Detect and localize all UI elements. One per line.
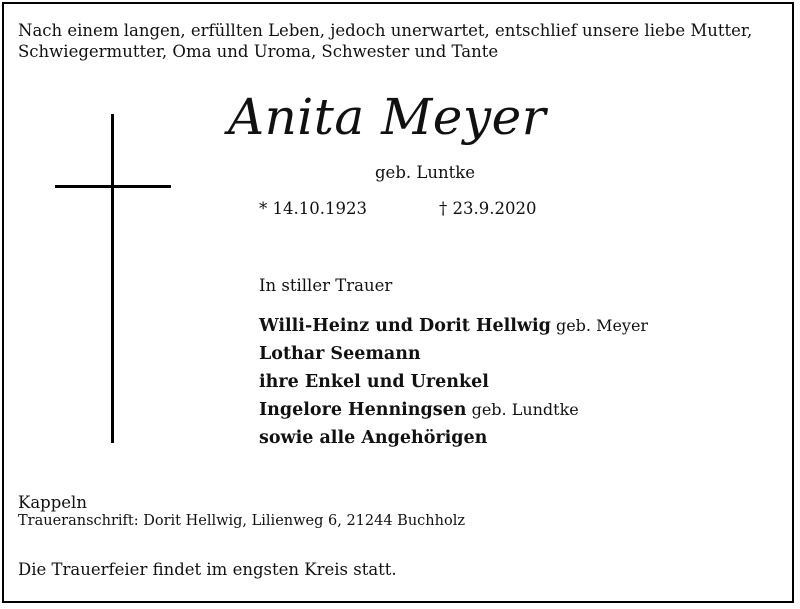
mourning-address: Traueranschrift: Dorit Hellwig, Lilienweg 6, 21244 Buchholz xyxy=(18,513,465,529)
mourner-name: ihre Enkel und Urenkel xyxy=(259,372,489,392)
cross-icon-horizontal xyxy=(55,185,171,188)
mourner-item xyxy=(259,396,648,424)
deceased-name: Anita Meyer xyxy=(228,88,547,146)
birth-date: * 14.10.1923 xyxy=(259,199,367,218)
death-date: † 23.9.2020 xyxy=(439,199,537,218)
mourner-note: geb. Lundtke xyxy=(466,400,579,419)
mourner-name: Willi-Heinz und Dorit Hellwig xyxy=(259,316,551,336)
mourner-item xyxy=(259,368,648,396)
mourner-name: Ingelore Henningsen xyxy=(259,400,467,420)
mourning-intro: In stiller Trauer xyxy=(259,276,393,295)
mourner-item xyxy=(259,312,648,340)
place: Kappeln xyxy=(18,493,87,512)
ceremony-note: Die Trauerfeier findet im engsten Kreis statt. xyxy=(18,560,397,579)
mourner-item xyxy=(259,424,648,452)
mourner-name: sowie alle Angehörigen xyxy=(259,428,488,448)
mourner-name: Lothar Seemann xyxy=(259,344,421,364)
maiden-name: geb. Luntke xyxy=(375,163,475,182)
mourner-item xyxy=(259,340,648,368)
intro-text: Nach einem langen, erfüllten Leben, jedoch unerwartet, entschlief unsere liebe Mutter, Schwiegermutter, Oma und Uroma, Schwester und Tante xyxy=(18,21,753,61)
mourner-note: geb. Meyer xyxy=(550,316,649,335)
mourner-list xyxy=(259,312,648,452)
cross-icon-vertical xyxy=(111,114,114,443)
